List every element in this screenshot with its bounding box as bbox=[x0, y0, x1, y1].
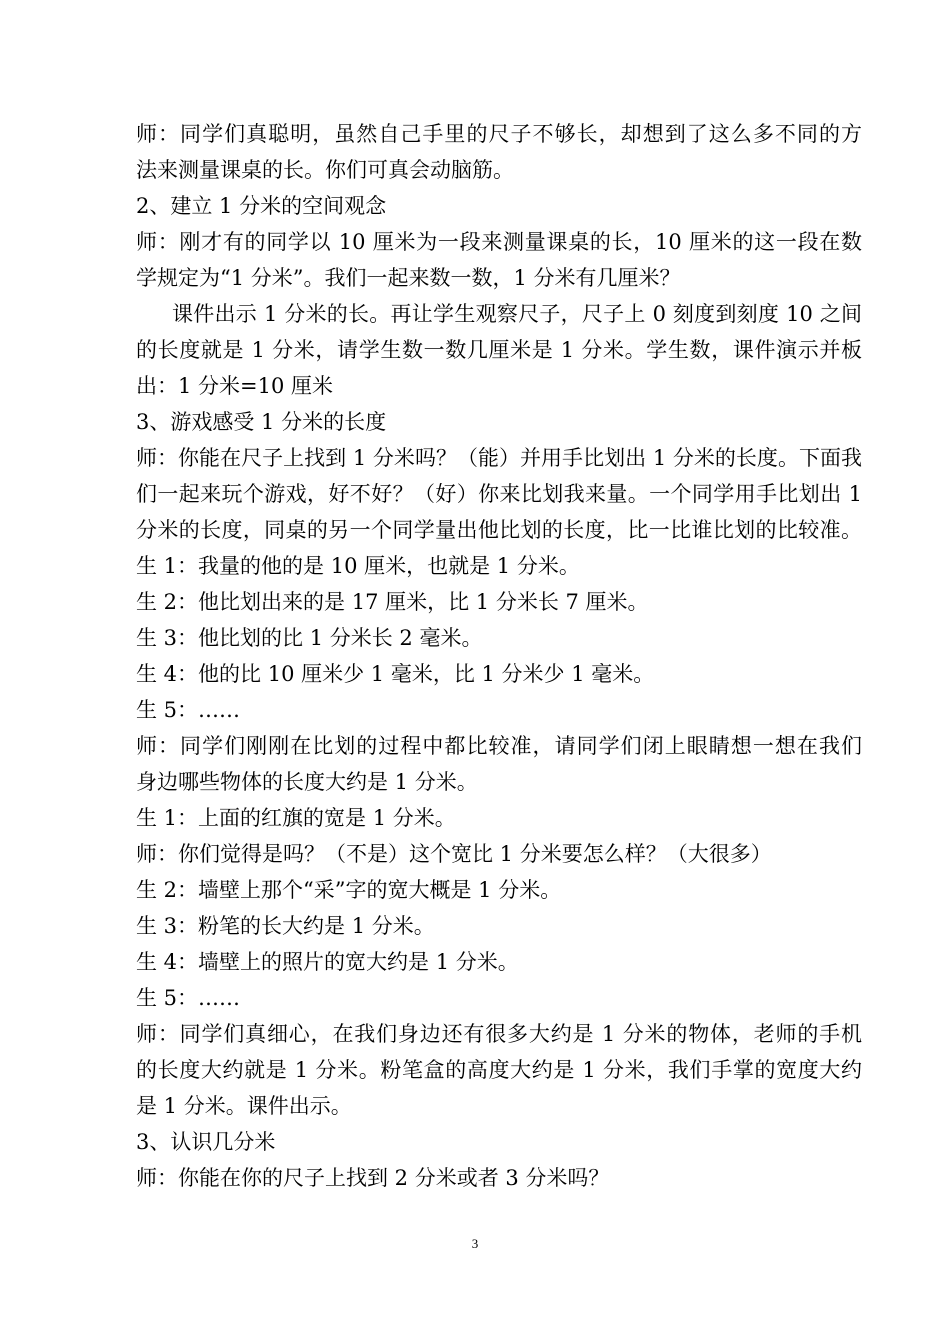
dialogue-line: 生 2：墙壁上那个“采”字的宽大概是 1 分米。 bbox=[136, 878, 562, 902]
paragraph-line: 法来测量课桌的长。你们可真会动脑筋。 bbox=[136, 158, 514, 182]
paragraph-line: 师：你能在尺子上找到 1 分米吗？（能）并用手比划出 1 分米的长度。下面我 bbox=[136, 446, 862, 470]
paragraph-line: 师：同学们刚刚在比划的过程中都比较准，请同学们闭上眼睛想一想在我们 bbox=[136, 734, 862, 758]
document-body bbox=[136, 116, 862, 1196]
dialogue-line: 生 3：粉笔的长大约是 1 分米。 bbox=[136, 914, 435, 938]
paragraph-line: 是 1 分米。课件出示。 bbox=[136, 1094, 352, 1118]
paragraph-line: 身边哪些物体的长度大约是 1 分米。 bbox=[136, 770, 478, 794]
paragraph-line: 师：刚才有的同学以 10 厘米为一段来测量课桌的长，10 厘米的这一段在数 bbox=[136, 230, 862, 254]
paragraph-line: 师：同学们真聪明，虽然自己手里的尺子不够长，却想到了这么多不同的方 bbox=[136, 122, 862, 146]
dialogue-line: 生 5：…… bbox=[136, 986, 241, 1010]
page-number: 3 bbox=[471, 1236, 479, 1251]
dialogue-line: 生 3：他比划的比 1 分米长 2 毫米。 bbox=[136, 626, 483, 650]
paragraph-line: 们一起来玩个游戏，好不好？（好）你来比划我来量。一个同学用手比划出 1 bbox=[136, 482, 862, 506]
dialogue-line: 生 1：我量的他的是 10 厘米，也就是 1 分米。 bbox=[136, 554, 580, 578]
paragraph-line: 分米的长度，同桌的另一个同学量出他比划的长度，比一比谁比划的比较准。 bbox=[136, 518, 862, 542]
paragraph-line: 出：1 分米=10 厘米 bbox=[136, 374, 334, 398]
paragraph-line: 的长度就是 1 分米，请学生数一数几厘米是 1 分米。学生数，课件演示并板 bbox=[136, 338, 862, 362]
section-heading: 3、游戏感受 1 分米的长度 bbox=[136, 410, 387, 434]
dialogue-line: 师：你们觉得是吗？（不是）这个宽比 1 分米要怎么样？（大很多） bbox=[136, 842, 772, 866]
paragraph-line: 学规定为“1 分米”。我们一起来数一数，1 分米有几厘米？ bbox=[136, 266, 681, 290]
dialogue-line: 生 4：墙壁上的照片的宽大约是 1 分米。 bbox=[136, 950, 519, 974]
dialogue-line: 生 2：他比划出来的是 17 厘米，比 1 分米长 7 厘米。 bbox=[136, 590, 649, 614]
paragraph-line: 课件出示 1 分米的长。再让学生观察尺子，尺子上 0 刻度到刻度 10 之间 bbox=[172, 302, 862, 326]
dialogue-line: 师：你能在你的尺子上找到 2 分米或者 3 分米吗？ bbox=[136, 1166, 610, 1190]
section-heading: 2、建立 1 分米的空间观念 bbox=[136, 194, 387, 218]
dialogue-line: 生 5：…… bbox=[136, 698, 241, 722]
dialogue-line: 生 4：他的比 10 厘米少 1 毫米，比 1 分米少 1 毫米。 bbox=[136, 662, 655, 686]
section-heading: 3、认识几分米 bbox=[136, 1130, 276, 1154]
paragraph-line: 的长度大约就是 1 分米。粉笔盒的高度大约是 1 分米，我们手掌的宽度大约 bbox=[136, 1058, 862, 1082]
dialogue-line: 生 1：上面的红旗的宽是 1 分米。 bbox=[136, 806, 456, 830]
paragraph-line: 师：同学们真细心，在我们身边还有很多大约是 1 分米的物体，老师的手机 bbox=[136, 1022, 862, 1046]
